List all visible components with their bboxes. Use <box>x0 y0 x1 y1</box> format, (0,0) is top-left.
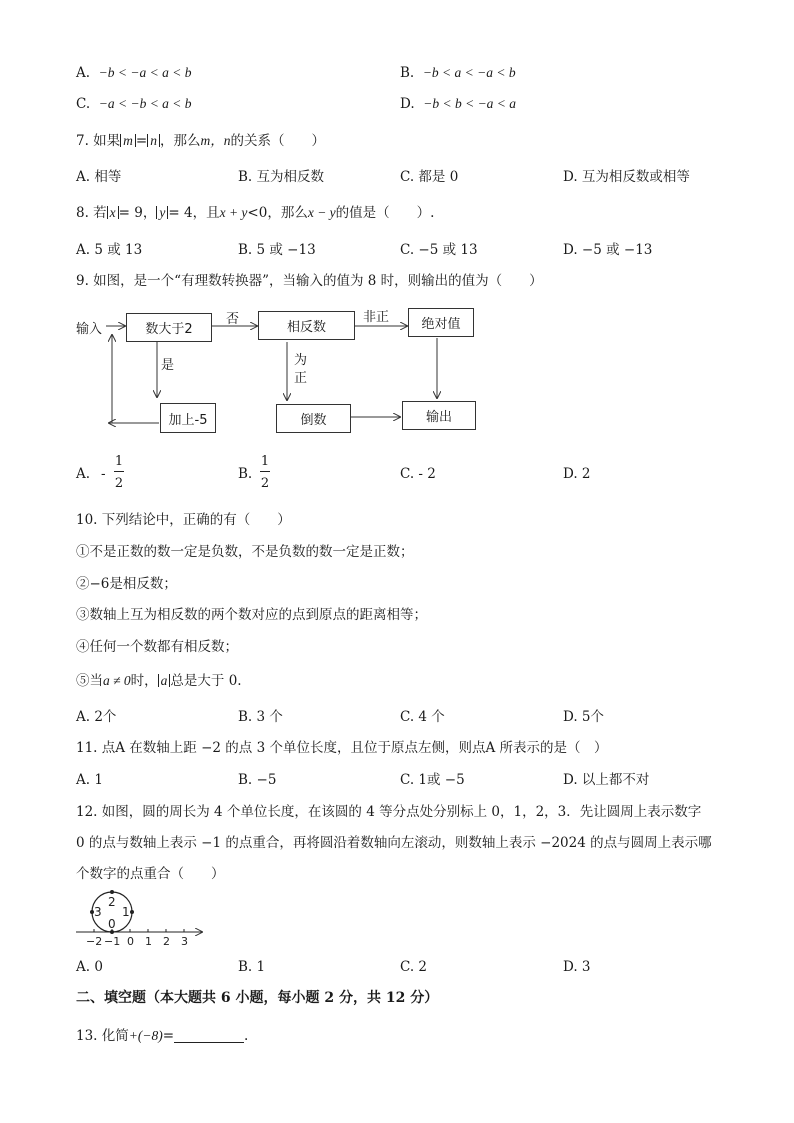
circle-label-left: 3 <box>94 905 102 919</box>
q6-option-d: D. −b < b < −a < a <box>400 96 517 112</box>
flow-input-label: 输入 <box>76 322 103 337</box>
q9-option-d: D. 2 <box>563 466 591 482</box>
circle-label-bottom: 0 <box>108 917 116 931</box>
axis-tick-label: 0 <box>127 935 134 948</box>
q10-statement-1: ①不是正数的数一定是负数，不是负数的数一定是正数； <box>76 544 414 560</box>
q10-statement-3: ③数轴上互为相反数的两个数对应的点到原点的距离相等； <box>76 607 427 623</box>
q12-option-a: A. 0 <box>76 959 103 975</box>
q10-statement-2: ②−6是相反数； <box>76 576 177 592</box>
axis-tick-label: 3 <box>181 935 188 948</box>
q9-option-a-den: 2 <box>114 476 124 491</box>
q10-stem: 10. 下列结论中，正确的有（ ） <box>76 512 291 528</box>
q9-option-a-sign: - <box>101 466 106 482</box>
q9-option-a-num: 1 <box>114 454 124 469</box>
q12-option-c: C. 2 <box>400 959 428 975</box>
q8-option-b: B. 5 或 −13 <box>238 242 316 258</box>
circle-label-right: 1 <box>122 905 130 919</box>
q12-stem-line-1: 12. 如图，圆的周长为 4 个单位长度，在该圆的 4 等分点处分别标上 0，1，2，3．先让圆周上表示数字 <box>76 804 702 820</box>
q11-stem: 11. 点A 在数轴上距 −2 的点 3 个单位长度，且位于原点左侧，则点A 所表示的是（ ） <box>76 740 608 756</box>
q8-stem: 8. 若 x = 9， y = 4，且x + y<0，那么x − y的值是（ ）. <box>76 205 435 221</box>
q8-option-c: C. −5 或 13 <box>400 242 478 258</box>
q10-option-a: A. 2个 <box>76 709 117 725</box>
q9-option-c: C. - 2 <box>400 466 436 482</box>
q9-option-b-num: 1 <box>260 454 270 469</box>
q13-stem: 13. 化简+(−8)= . <box>76 1028 249 1044</box>
q10-option-b: B. 3 个 <box>238 709 283 725</box>
q10-option-d: D. 5个 <box>563 709 605 725</box>
q12-stem-line-2: 0 的点与数轴上表示 −1 的点重合，再将圆沿着数轴向左滚动，则数轴上表示 −2024 的点与圆周上表示哪 <box>76 835 712 851</box>
q9-stem: 9. 如图，是一个“有理数转换器”，当输入的值为 8 时，则输出的值为（ ） <box>76 273 543 289</box>
q7-option-d: D. 互为相反数或相等 <box>563 169 690 185</box>
q6-option-c: C. −a < −b < a < b <box>76 96 192 112</box>
answer-blank[interactable] <box>174 1028 244 1043</box>
q7-option-c: C. 都是 0 <box>400 169 459 185</box>
flow-box-absolute: 绝对值 <box>408 308 474 337</box>
flow-box-add-minus-5: 加上-5 <box>160 403 216 433</box>
abs-n: n <box>147 134 160 147</box>
q11-option-b: B. −5 <box>238 772 277 788</box>
q9-option-b-label: B. <box>238 466 253 482</box>
abs-m: m <box>120 134 136 147</box>
q9-option-b-bar <box>260 471 270 472</box>
q6-option-a: A. −b < −a < a < b <box>76 65 192 81</box>
flow-positive-label-1: 为 <box>294 353 308 368</box>
q6-option-b: B. −b < a < −a < b <box>400 65 516 81</box>
q12-stem-line-3: 个数字的点重合（ ） <box>76 866 225 882</box>
q7-option-b: B. 互为相反数 <box>238 169 325 185</box>
flow-box-greater-than-2: 数大于2 <box>126 313 212 342</box>
q9-option-a-bar <box>114 471 124 472</box>
q11-option-a: A. 1 <box>76 772 103 788</box>
q11-option-d: D. 以上都不对 <box>563 772 650 788</box>
q8-option-d: D. −5 或 −13 <box>563 242 653 258</box>
axis-tick-label: 2 <box>163 935 170 948</box>
q10-option-c: C. 4 个 <box>400 709 445 725</box>
flow-positive-label-2: 正 <box>294 371 308 386</box>
flow-no-label: 否 <box>226 312 240 327</box>
axis-tick-label: −1 <box>104 935 121 948</box>
flow-yes-label: 是 <box>161 358 175 373</box>
flow-box-opposite: 相反数 <box>258 311 355 340</box>
flow-nonpositive-label: 非正 <box>363 310 390 325</box>
q10-statement-5: ⑤当a ≠ 0时， a 总是大于 0. <box>76 673 242 689</box>
q12-option-d: D. 3 <box>563 959 591 975</box>
q7-stem: 7. 如果 m = n ，那么m，n的关系（ ） <box>76 133 325 149</box>
axis-tick-label: −2 <box>86 935 103 948</box>
axis-tick-label: 1 <box>145 935 152 948</box>
flow-box-output: 输出 <box>402 401 476 430</box>
flow-box-reciprocal: 倒数 <box>276 404 351 433</box>
q9-option-a-label: A. <box>76 466 91 482</box>
q8-option-a: A. 5 或 13 <box>76 242 143 258</box>
q10-statement-4: ④任何一个数都有相反数； <box>76 639 238 655</box>
q7-option-a: A. 相等 <box>76 169 122 185</box>
q12-figure <box>70 888 210 950</box>
section-2-title: 二、填空题（本大题共 6 小题，每小题 2 分，共 12 分） <box>76 990 439 1006</box>
q9-option-b-den: 2 <box>260 476 270 491</box>
q11-option-c: C. 1或 −5 <box>400 772 465 788</box>
circle-label-top: 2 <box>108 895 116 909</box>
q12-option-b: B. 1 <box>238 959 266 975</box>
